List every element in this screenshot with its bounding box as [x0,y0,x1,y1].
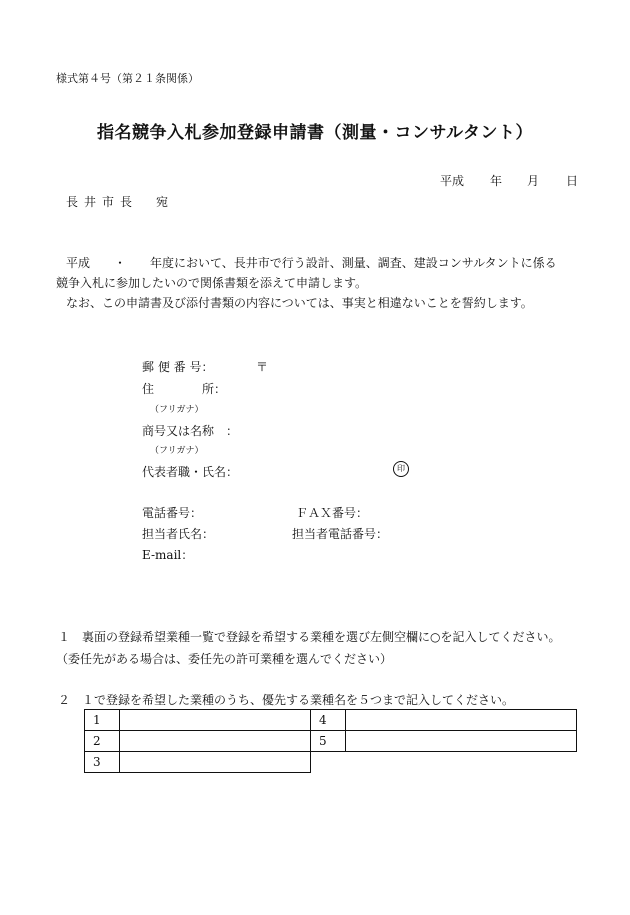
priority-field-1[interactable] [120,710,311,731]
phone-label: 電話番号： [142,506,203,520]
date-era: 平成 [440,174,465,188]
postal-mark: 〒 [256,360,269,374]
furigana-label-1: （フリガナ） [150,405,204,415]
body-line-3: なお、この申請書及び添付書類の内容については、事実と相違ないことを誓約します。 [66,296,533,310]
instruction-1: １ 裏面の登録希望業種一覧で登録を希望する業種を選び左側空欄に○を記入してください。 [58,630,561,644]
priority-table [84,709,577,773]
priority-field-4[interactable] [346,710,577,731]
priority-number-2: 2 [85,731,120,752]
body-line-1: 平成 ・ 年度において、長井市で行う設計、測量、調査、建設コンサルタントに係る [66,256,557,270]
table-empty-area [311,752,577,773]
address-label: 住 所： [142,382,227,396]
table-row [85,710,577,731]
page-title: 指名競争入札参加登録申請書（測量・コンサルタント） [97,123,533,143]
table-row [85,752,577,773]
priority-number-5: 5 [311,731,346,752]
addressee: 長井市長 宛 [66,195,175,209]
date-day: 日 [566,174,579,188]
date-month: 月 [527,174,540,188]
form-number: 様式第４号（第２１条関係） [56,72,199,85]
postal-code-label: 郵 便 番 号： [142,360,214,374]
seal-mark-icon: 印 [393,461,409,477]
priority-number-1: 1 [85,710,120,731]
priority-number-4: 4 [311,710,346,731]
fax-label: ＦＡＸ番号： [296,506,369,520]
instruction-2: ２ １で登録を希望した業種のうち、優先する業種名を５つまで記入してください。 [58,693,515,707]
company-name-label: 商号又は名称 ： [142,424,239,438]
furigana-label-2: （フリガナ） [150,446,204,456]
representative-label: 代表者職・氏名： [142,465,239,479]
instruction-1-note: （委任先がある場合は、委任先の許可業種を選んでください） [56,652,393,666]
table-row [85,731,577,752]
email-label: E-mail： [142,548,194,562]
contact-name-label: 担当者氏名： [142,527,215,541]
priority-field-5[interactable] [346,731,577,752]
body-line-2: 競争入札に参加したいので関係書類を添えて申請します。 [56,276,368,290]
contact-phone-label: 担当者電話番号： [292,527,389,541]
date-year: 年 [490,174,503,188]
priority-field-3[interactable] [120,752,311,773]
priority-field-2[interactable] [120,731,311,752]
priority-number-3: 3 [85,752,120,773]
